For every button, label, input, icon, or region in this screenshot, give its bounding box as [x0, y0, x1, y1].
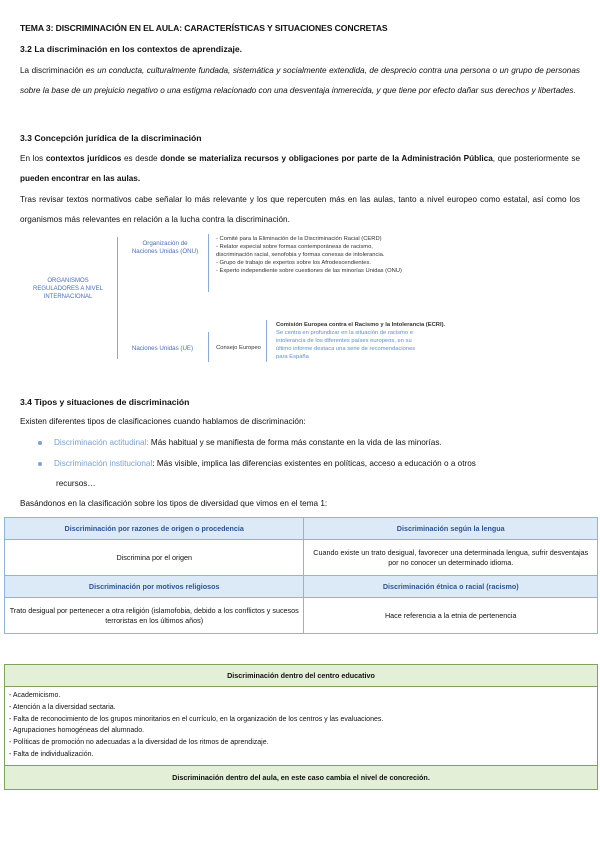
bullet-attitudinal: Discriminación actitudinal: Más habitual y se manifiesta de forma más constante en la vida de las minorías.	[38, 433, 583, 453]
definition-text: es un conducta, culturalmente fundada, sistemática y socialmente extendida, de desprecio contra una persona o un grupo de personas sobre la base de un prejuicio negativo o una estigma relacionado con una desventaja inmerecida, y que tiene por efecto dañar sus derechos y libertades.	[20, 66, 580, 95]
diagram-onu-line	[208, 234, 209, 292]
section-3-4-heading: 3.4 Tipos y situaciones de discriminación	[20, 397, 190, 407]
table-cell: Hace referencia a la etnia de pertenencia	[304, 598, 598, 634]
section-3-3-paragraph-1: En los contextos jurídicos es desde donde se materializa recursos y obligaciones por parte de la Administración Pública, que posteriormente se pueden encontrar en las aulas.	[20, 154, 580, 183]
bullet-icon	[38, 441, 42, 445]
diagram-ecri: Comisión Europea contra el Racismo y la Intolerancia (ECRI). Se centra en profundizar en la situación de racismo e intolerancia de los diferentes países europeos, en su último informe destaca una serie de recomendaciones para España	[276, 322, 446, 360]
table-header: Discriminación dentro del centro educativo	[5, 665, 597, 687]
school-discrimination-table	[4, 664, 598, 790]
diagram-consejo: Consejo Europeo	[216, 345, 261, 351]
table-header: Discriminación según la lengua	[304, 518, 598, 540]
bullet-institutional: Discriminación institucional: Más visible, implica las diferencias existentes en políticas, acceso a educación o a otros	[38, 454, 583, 474]
section-3-2-heading: 3.2 La discriminación en los contextos de aprendizaje.	[20, 44, 243, 54]
diagram-left-line	[117, 237, 118, 359]
list-item: - Falta de reconocimiento de los grupos minoritarios en el currículo, en la organización de los centros y las evaluaciones.	[9, 715, 384, 723]
table-header: Discriminación por motivos religiosos	[5, 576, 304, 598]
table-header: Discriminación por razones de origen o procedencia	[5, 518, 304, 540]
section-3-3-heading: 3.3 Concepción jurídica de la discriminación	[20, 133, 202, 143]
diagram-onu: Organización de Naciones Unidas (ONU)	[131, 240, 199, 255]
bullet-institutional-cont: recursos…	[56, 479, 96, 488]
table-cell: Discrimina por el origen	[5, 540, 304, 576]
bullet-icon	[38, 462, 42, 466]
list-item: - Falta de individualización.	[9, 750, 94, 758]
list-item: - Políticas de promoción no adecuadas a la diversidad de los ritmos de aprendizaje.	[9, 739, 269, 747]
organisms-diagram	[0, 232, 600, 362]
section-3-2-paragraph	[20, 61, 580, 101]
table-body	[5, 687, 597, 765]
definition-term: La discriminación	[20, 66, 86, 75]
section-3-4-intro: Existen diferentes tipos de clasificaciones cuando hablamos de discriminación:	[20, 417, 306, 426]
section-3-3-paragraph-2: Tras revisar textos normativos cabe señalar lo más relevante y los que repercuten más en las aulas, tanto a nivel europeo como estatal, así como los organismos más relevantes en relación a la lucha contra la discriminación.	[20, 195, 580, 224]
diagram-root: ORGANISMOS REGULADORES A NIVEL INTERNACIONAL	[32, 278, 104, 300]
table-cell: Cuando existe un trato desigual, favorecer una determinada lengua, sufrir desventajas por no conocer un determinado idioma.	[304, 540, 598, 576]
list-item: - Academicismo.	[9, 692, 61, 699]
diagram-ue-line	[208, 332, 209, 362]
section-3-4-basis: Basándonos en la clasificación sobre los tipos de diversidad que vimos en el tema 1:	[20, 499, 328, 508]
table-footer: Discriminación dentro del aula, en este caso cambia el nivel de concreción.	[5, 765, 597, 789]
diagram-consejo-line	[266, 320, 267, 362]
list-item: - Agrupaciones homogéneas del alumnado.	[9, 727, 145, 735]
page-title: TEMA 3: DISCRIMINACIÓN EN EL AULA: CARACTERÍSTICAS Y SITUACIONES CONCRETAS	[20, 23, 388, 33]
diagram-ue: Naciones Unidas (UE)	[131, 345, 194, 352]
discrimination-types-table	[4, 517, 598, 634]
table-cell: Trato desigual por pertenecer a otra religión (islamofobia, debido a los conflictos y sucesos terroristas en los últimos años)	[5, 598, 304, 634]
table-header: Discriminación étnica o racial (racismo)	[304, 576, 598, 598]
list-item: - Atención a la diversidad sectaria.	[9, 703, 116, 711]
diagram-onu-list: - Comité para la Eliminación de la Discriminación Racial (CERD) - Relator especial sobre formas contemporáneas de racismo, discriminación racial, xenofobia y formas conexas de intolerancia. - Grupo de trabajo de expertos sobre los Afrodescendientes. - Experto independiente sobre cuestiones de las minorías Unidas (ONU)	[216, 236, 402, 274]
